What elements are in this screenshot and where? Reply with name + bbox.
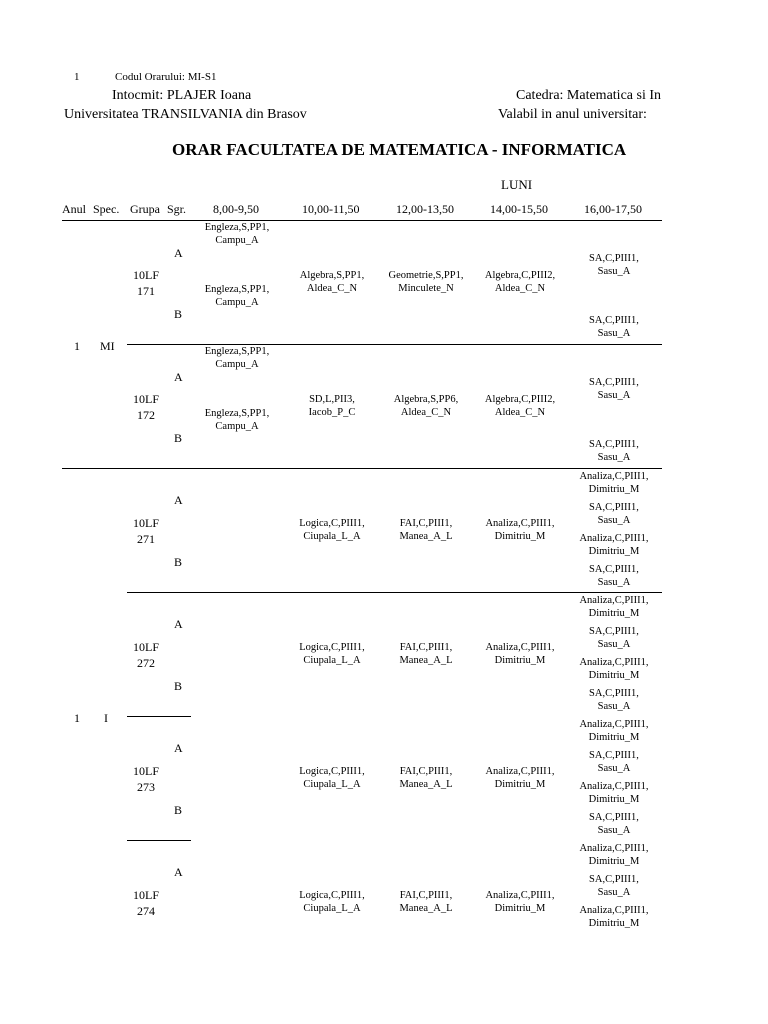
col-header-slot4: 14,00-15,50 <box>490 202 548 216</box>
class-cell: SA,C,PIII1, Sasu_A <box>589 502 639 526</box>
group-name: 10LF <box>132 888 159 902</box>
col-header-slot1: 8,00-9,50 <box>213 202 259 216</box>
department-line: Catedra: Matematica si In <box>516 88 661 103</box>
university-name: Universitatea TRANSILVANIA din Brasov <box>64 107 307 122</box>
class-cell: Engleza,S,PP1, Campu_A <box>204 346 270 370</box>
subgroup-a: A <box>174 493 183 507</box>
class-cell: Engleza,S,PP1, Campu_A <box>204 408 270 432</box>
class-cell: FAI,C,PIII1, Manea_A_L <box>399 518 453 542</box>
subgroup-b: B <box>174 679 183 693</box>
subgroup-a: A <box>174 370 183 384</box>
header-rule <box>62 220 662 221</box>
class-cell: SA,C,PIII1, Sasu_A <box>589 439 639 463</box>
class-cell: FAI,C,PIII1, Manea_A_L <box>399 766 453 790</box>
class-cell: FAI,C,PIII1, Manea_A_L <box>399 890 453 914</box>
class-cell: SA,C,PIII1, Sasu_A <box>589 626 639 650</box>
class-cell: SA,C,PIII1, Sasu_A <box>589 377 639 401</box>
group-cell <box>125 639 167 671</box>
row-separator <box>127 344 662 345</box>
col-header-slot5: 16,00-17,50 <box>584 202 642 216</box>
group-cell <box>125 515 167 547</box>
class-cell: Analiza,C,PIII1, Dimitriu_M <box>485 890 555 914</box>
group-number: 172 <box>137 408 155 422</box>
class-cell: FAI,C,PIII1, Manea_A_L <box>399 642 453 666</box>
class-cell: Algebra,S,PP6, Aldea_C_N <box>393 394 459 418</box>
class-cell: Algebra,S,PP1, Aldea_C_N <box>299 270 365 294</box>
subgroup-b: B <box>174 803 183 817</box>
group-cell <box>125 391 167 423</box>
col-header-grupa: Grupa <box>130 202 160 216</box>
day-label: LUNI <box>501 177 533 192</box>
group-cell <box>125 887 167 919</box>
page-title: ORAR FACULTATEA DE MATEMATICA - INFORMATICA <box>172 140 627 159</box>
class-cell: SA,C,PIII1, Sasu_A <box>589 750 639 774</box>
group-number: 171 <box>137 284 155 298</box>
class-cell: Logica,C,PIII1, Ciupala_L_A <box>299 518 365 542</box>
class-cell: Analiza,C,PIII1, Dimitriu_M <box>485 766 555 790</box>
subgroup-b: B <box>174 431 183 445</box>
group-name: 10LF <box>132 516 159 530</box>
class-cell: SA,C,PIII1, Sasu_A <box>589 874 639 898</box>
class-cell: Analiza,C,PIII1, Dimitriu_M <box>579 471 649 495</box>
spec-label: MI <box>100 339 115 353</box>
page-number: 1 <box>74 71 80 83</box>
group-number: 274 <box>137 904 155 918</box>
subgroup-a: A <box>174 617 183 631</box>
class-cell: Algebra,C,PIII2, Aldea_C_N <box>484 394 556 418</box>
class-cell: Analiza,C,PIII1, Dimitriu_M <box>485 642 555 666</box>
col-header-spec: Spec. <box>93 202 120 216</box>
class-cell: Geometrie,S,PP1, Minculete_N <box>388 270 464 294</box>
group-number: 271 <box>137 532 155 546</box>
row-separator <box>127 840 191 841</box>
class-cell: Analiza,C,PIII1, Dimitriu_M <box>485 518 555 542</box>
col-header-slot3: 12,00-13,50 <box>396 202 454 216</box>
group-number: 273 <box>137 780 155 794</box>
subgroup-b: B <box>174 555 183 569</box>
group-name: 10LF <box>132 764 159 778</box>
author-line: Intocmit: PLAJER Ioana <box>112 88 252 103</box>
class-cell: Analiza,C,PIII1, Dimitriu_M <box>579 781 649 805</box>
col-header-slot2: 10,00-11,50 <box>302 202 360 216</box>
class-cell: Logica,C,PIII1, Ciupala_L_A <box>299 642 365 666</box>
group-name: 10LF <box>132 392 159 406</box>
class-cell: SD,L,PII3, Iacob_P_C <box>308 394 356 418</box>
class-cell: SA,C,PIII1, Sasu_A <box>589 812 639 836</box>
col-header-anul: Anul <box>62 202 86 216</box>
class-cell: Analiza,C,PIII1, Dimitriu_M <box>579 719 649 743</box>
class-cell: SA,C,PIII1, Sasu_A <box>589 315 639 339</box>
class-cell: Analiza,C,PIII1, Dimitriu_M <box>579 843 649 867</box>
class-cell: Logica,C,PIII1, Ciupala_L_A <box>299 890 365 914</box>
year-label: 1 <box>74 711 80 725</box>
year-separator <box>62 468 662 469</box>
spec-label: I <box>104 711 108 725</box>
col-header-sgr: Sgr. <box>167 202 187 216</box>
class-cell: Analiza,C,PIII1, Dimitriu_M <box>579 905 649 929</box>
group-name: 10LF <box>132 640 159 654</box>
row-separator <box>127 592 662 593</box>
row-separator <box>127 716 191 717</box>
class-cell: Analiza,C,PIII1, Dimitriu_M <box>579 657 649 681</box>
group-cell <box>125 267 167 299</box>
year-label: 1 <box>74 339 80 353</box>
class-cell: Analiza,C,PIII1, Dimitriu_M <box>579 595 649 619</box>
subgroup-a: A <box>174 865 183 879</box>
class-cell: SA,C,PIII1, Sasu_A <box>589 564 639 588</box>
class-cell: Engleza,S,PP1, Campu_A <box>204 284 270 308</box>
group-number: 272 <box>137 656 155 670</box>
class-cell: SA,C,PIII1, Sasu_A <box>589 688 639 712</box>
subgroup-a: A <box>174 246 183 260</box>
class-cell: SA,C,PIII1, Sasu_A <box>589 253 639 277</box>
subgroup-a: A <box>174 741 183 755</box>
validity-line: Valabil in anul universitar: <box>498 107 647 122</box>
subgroup-b: B <box>174 307 183 321</box>
class-cell: Algebra,C,PIII2, Aldea_C_N <box>484 270 556 294</box>
class-cell: Engleza,S,PP1, Campu_A <box>204 222 270 246</box>
class-cell: Logica,C,PIII1, Ciupala_L_A <box>299 766 365 790</box>
group-cell <box>125 763 167 795</box>
schedule-code: Codul Orarului: MI-S1 <box>115 71 217 83</box>
group-name: 10LF <box>132 268 159 282</box>
class-cell: Analiza,C,PIII1, Dimitriu_M <box>579 533 649 557</box>
